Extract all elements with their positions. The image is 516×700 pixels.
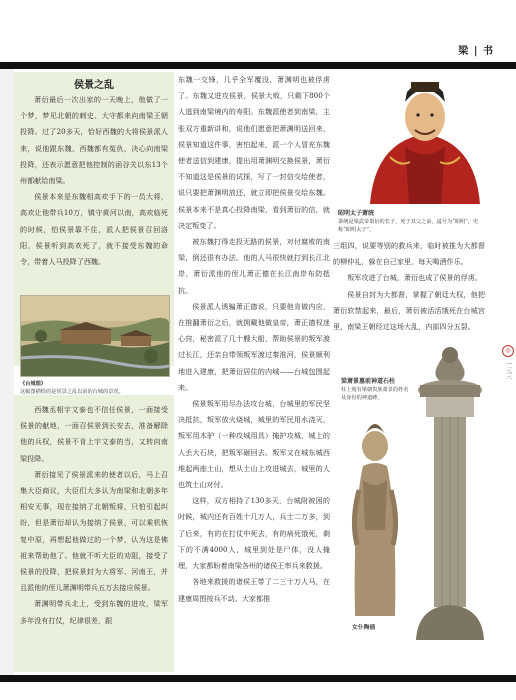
portrait-caption-title: 昭明太子萧统 — [338, 210, 375, 217]
painting-caption-title: 《台城图》 — [20, 381, 46, 387]
paragraph: 侯景自封为大都督，掌握了朝廷大权，他把萧衍软禁起来，最后，萧衍被活活饿死在台城宫里，南梁王朝经过这场大乱，内部四分五裂。 — [333, 289, 485, 332]
left-column-text — [20, 402, 168, 629]
painting-caption — [20, 380, 170, 396]
top-rule — [0, 62, 516, 69]
paragraph: 西魏丞相宇文泰也不信任侯景，一面接受侯景的献地，一面召侯景到长安去，准备解除他的兵权，侯景不肯上宇文泰的当，又转向南梁投降。 — [20, 405, 168, 463]
pottery-figure-image — [335, 420, 415, 616]
paragraph: 叛军攻进了台城，萧衍也成了侯景的俘虏。 — [347, 273, 482, 283]
page-number: 一三三 — [504, 361, 512, 379]
paragraph: 萧衍最后一次出家的一天晚上，他做了一个梦，梦见北朝的刺史、大守都来向南梁王朝投降。过了20多天，恰好西魏的大将侯景派人来，说他跟东魏、西魏都有冤仇，决心向南梁投降，还表示愿意把他控制的函谷关以东13个州都献给南梁。 — [20, 95, 168, 186]
sidebar-text — [20, 92, 168, 270]
paragraph: 各地来救援的诸侯王带了二三十万人马，在建康周围按兵不动。大家都推 — [178, 577, 330, 603]
paragraph: 侯景派人诱骗萧正德说，只要他肯做内应，在推翻萧衍之后，就拥戴他做皇帝，萧正德权迷心窍，秘密派了几十艘大船，帮助侯景的叛军渡过长江，还亲自带领叛军渡过秦淮河，侯景顺利地进入建康，把萧衍居住的内城——台城包围起来。 — [178, 301, 330, 392]
bottom-rule — [0, 675, 516, 682]
painting-image — [20, 295, 170, 377]
portrait-caption — [338, 210, 488, 234]
section-title: 侯景之乱 — [74, 80, 114, 91]
portrait-caption-text: 萧统是梁武帝萧衍的长子，死于其父之前，谥号为“昭明”，史称“昭明太子”。 — [338, 219, 479, 233]
paragraph: 被东魏打得走投无路的侯景，对付腐败的南梁，倒还很有办法。他的人马很快就打到长江北岸，萧衍派他的侄儿萧正德在长江南岸布防抵抗。 — [178, 237, 330, 295]
stone-pillar-image — [410, 335, 490, 640]
paragraph: 萧衍接见了侯景派来的使者以后，马上召集大臣商议，大臣们大多认为南梁和北朝多年相安无事，现在接纳了北朝叛将，只怕引起纠纷，但是萧衍却认为接纳了侯景，可以乘机恢复中原，再想起他做过的一个梦，认为这是佛祖来帮助他了。他就不听大臣的劝阻，接受了侯景的投降，把侯景封为大将军、河南王，并且派他的侄儿萧渊明带兵五万去接应侯景。 — [20, 469, 168, 593]
paragraph: 萧渊明带兵北上，受到东魏的进攻，梁军多年没有打仗，纪律很差，跟 — [20, 599, 168, 625]
column-caption-text: 柱上刻有梁朝贵族萧景的姓名及身份的神道碑。 — [341, 387, 409, 401]
paragraph: 东魏一交锋，几乎全军覆没，萧渊明也被俘虏了。东魏又进攻侯景，侯景大败，只剩下800个人逃到南梁境内的寿阳。东魏派使者到南梁，主张双方重新讲和，说他们愿意把萧渊明送回来，侯景知道这件事，害怕起来，派一个人冒充东魏使者送信到建康，提出用萧渊明交换侯景，萧衍不知道这是侯景的试探，写了一封信交给使者，说只要把萧渊明放还，就立即把侯景交给东魏。侯景本来不是真心投降南梁，看到萧衍的信，就决定叛变了。 — [178, 75, 330, 230]
paragraph: 三组四，说要等别的救兵来，临时被推为大都督的柳仲礼，躲在自己家里，每天喝酒作乐。 — [333, 241, 485, 267]
portrait-image — [355, 72, 495, 204]
page-marker-icon: ◎ — [502, 345, 514, 357]
column-caption-title: 梁萧景墓前神道石柱 — [341, 378, 396, 385]
paragraph: 侯景本来是东魏相高欢手下的一员大将，高欢让他带兵10万，镇守黄河以南，高欢临死的时候，怕侯景靠不住，派人把侯景召回洛阳，侯景听到高欢死了，就不接受东魏的命令，带着人马投降了西魏。 — [20, 192, 168, 267]
middle-column-text — [178, 72, 330, 607]
left-margin-band — [0, 69, 14, 675]
pottery-figure-caption: 女仆陶俑 — [352, 625, 376, 631]
painting-caption-text: 这幅图描绘的是侯景之乱以前的台城的景况。 — [20, 389, 124, 395]
paragraph: 这样，双方相持了130多天，台城附被困的时候，城内还有百姓十几万人，兵士二万多，到了后来，有的在打仗中死去，有的病死饿死，剩下的不满4000人，城里到处是尸体，没人掩埋，大家都盼着南梁各州的诸侯王率兵来救援。 — [178, 496, 330, 571]
running-header: 梁 | 书 — [458, 46, 494, 57]
page-header — [0, 0, 516, 62]
right-column-text — [333, 238, 485, 335]
paragraph: 侯景叛军用尽办法攻台城，台城里的军民坚决抵抗，叛军放火烧城，城里的军民用水浇灭，叛军用木驴（一种攻城用具）掩护攻城，城上的人丢大石块，把叛军砸回去。叛军又在城东城西堆起两座土山，想从土山上攻进城去，城里的人也筑土山对付。 — [178, 399, 330, 490]
column-caption — [341, 378, 411, 402]
page-number-area — [502, 345, 514, 381]
